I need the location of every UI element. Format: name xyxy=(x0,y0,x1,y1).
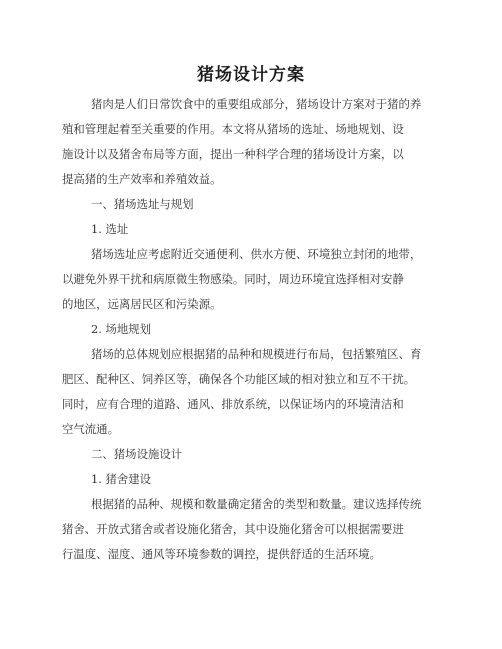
section-2-heading: 二、猪场设施设计 xyxy=(91,447,183,461)
section-1-sub-2-heading: 2. 场地规划 xyxy=(91,322,152,336)
intro-line-4: 提高猪的生产效率和养殖效益。 xyxy=(62,172,222,186)
section-1-heading: 一、猪场选址与规划 xyxy=(91,197,194,211)
section-1-sub-2-line-1: 猪场的总体规划应根据猪的品种和规模进行布局，包括繁殖区、育 xyxy=(91,347,422,361)
intro-line-1: 猪肉是人们日常饮食中的重要组成部分，猪场设计方案对于猪的养 xyxy=(91,97,422,111)
section-1-sub-1-line-1: 猪场选址应考虑附近交通便利、供水方便、环境独立封闭的地带， xyxy=(91,247,422,261)
section-2-sub-1-line-2: 猪舍、开放式猪舍或者设施化猪舍，其中设施化猪舍可以根据需要进 xyxy=(62,522,404,536)
section-2-sub-1-line-1: 根据猪的品种、规模和数量确定猪舍的类型和数量。建议选择传统 xyxy=(91,497,422,511)
section-1-sub-1-line-2: 以避免外界干扰和病原微生物感染。同时，周边环境宜选择相对安静 xyxy=(62,272,404,286)
section-1-sub-2-line-2: 肥区、配种区、饲养区等，确保各个功能区域的相对独立和互不干扰。 xyxy=(62,372,416,386)
intro-line-2: 殖和管理起着至关重要的作用。本文将从猪场的选址、场地规划、设 xyxy=(62,122,404,136)
document-title: 猪场设计方案 xyxy=(197,65,305,85)
section-2-sub-1-heading: 1. 猪舍建设 xyxy=(91,472,152,486)
section-1-sub-2-line-3: 同时，应有合理的道路、通风、排放系统，以保证场内的环境清洁和 xyxy=(62,397,404,411)
section-1-sub-2-line-4: 空气流通。 xyxy=(62,422,119,436)
intro-line-3: 施设计以及猪舍布局等方面，提出一种科学合理的猪场设计方案，以 xyxy=(62,147,404,161)
section-2-sub-1-line-3: 行温度、湿度、通风等环境参数的调控，提供舒适的生活环境。 xyxy=(62,547,381,561)
section-1-sub-1-line-3: 的地区，远离居民区和污染源。 xyxy=(62,297,222,311)
section-1-sub-1-heading: 1. 选址 xyxy=(91,222,129,236)
